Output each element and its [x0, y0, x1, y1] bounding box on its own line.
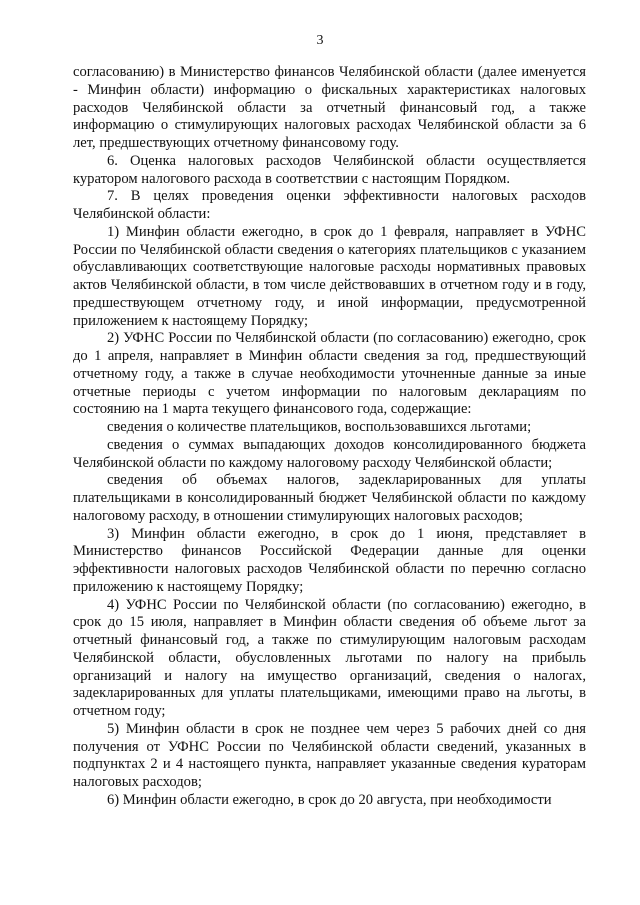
paragraph-item-6: 6. Оценка налоговых расходов Челябинской области осуществляется куратором налогового расхода в соответствии с настоящим Порядком.	[73, 152, 586, 187]
subitem-4: 4) УФНС России по Челябинской области (по согласованию) ежегодно, в срок до 15 июля, направляет в Минфин области сведения об объеме льгот за отчетный финансовый год, а также по стимулирующим налоговым расходам Челябинской области, обусловленных льготами по налогу на прибыль организаций и налогу на имущество организаций, сведения о налогах, задекларированных для уплаты плательщиками, имеющими право на льготы, в отчетном году;	[73, 596, 586, 719]
subitem-6: 6) Минфин области ежегодно, в срок до 20 августа, при необходимости	[107, 791, 552, 808]
subitem-2-point-a: сведения о количестве плательщиков, воспользовавшихся льготами;	[107, 419, 532, 435]
subitem-1: 1) Минфин области ежегодно, в срок до 1 февраля, направляет в УФНС России по Челябинской области сведения о категориях плательщиков с указанием обуславливающих соответствующие налоговые расходы нормативных правовых актов Челябинской области, в том числе действовавших в отчетном году и в году, предшествующем отчетному году, и иной информации, предусмотренной приложением к настоящему Порядку;	[73, 223, 586, 329]
paragraph-continuation: согласованию) в Министерство финансов Челябинской области (далее именуется - Минфин области) информацию о фискальных характеристиках налоговых расходов Челябинской области за отчетный финансовый год, а также информацию о стимулирующих налоговых расходах Челябинской области за 6 лет, предшествующих отчетному финансовому году.	[73, 64, 586, 151]
page-number: 3	[316, 33, 324, 48]
subitem-3: 3) Минфин области ежегодно, в срок до 1 июня, представляет в Министерство финансов Российской Федерации данные для оценки эффективности налоговых расходов Челябинской области по перечню согласно приложению к настоящему Порядку;	[73, 525, 586, 595]
subitem-2-point-b: сведения о суммах выпадающих доходов консолидированного бюджета Челябинской области по каждому налоговому расходу Челябинской области;	[73, 436, 586, 471]
subitem-5: 5) Минфин области в срок не позднее чем через 5 рабочих дней со дня получения от УФНС России по Челябинской области сведений, указанных в подпунктах 2 и 4 настоящего пункта, направляет указанные сведения кураторам налоговых расходов;	[73, 720, 586, 790]
subitem-2: 2) УФНС России по Челябинской области (по согласованию) ежегодно, срок до 1 апреля, направляет в Минфин области сведения за год, предшествующий отчетному году, а также в случае необходимости уточненные данные за иные отчетные периоды с учетом информации по налоговым декларациям по состоянию на 1 марта текущего финансового года, содержащие:	[73, 330, 586, 418]
document-body	[73, 64, 586, 810]
paragraph-item-7: 7. В целях проведения оценки эффективности налоговых расходов Челябинской области:	[73, 188, 586, 222]
subitem-2-point-c: сведения об объемах налогов, задекларированных для уплаты плательщиками в консолидированный бюджет Челябинской области по каждому налоговому расходу, в отношении стимулирующих налоговых расходов;	[73, 472, 586, 524]
